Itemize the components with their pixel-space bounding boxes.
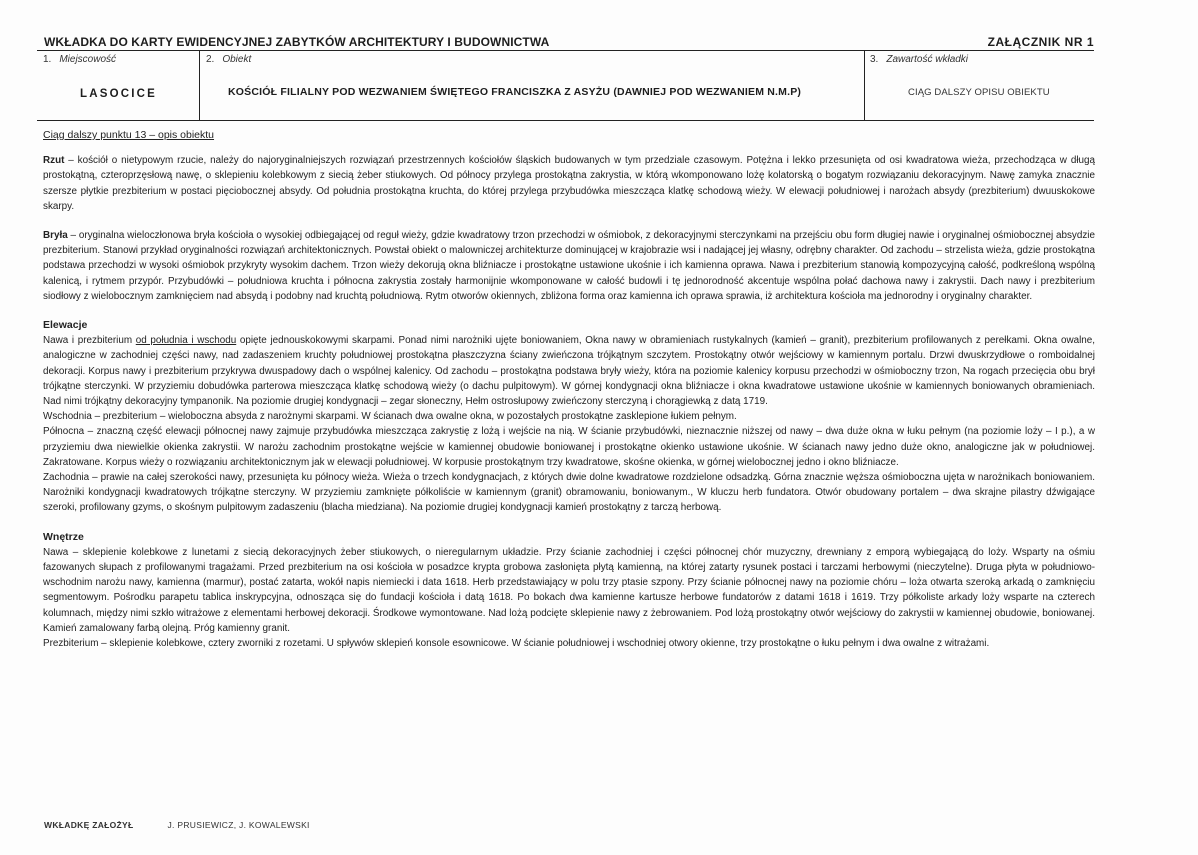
annex-number: ZAŁĄCZNIK NR 1 xyxy=(987,35,1094,49)
wnetrze-paragraph-2: Prezbiterium – sklepienie kolebkowe, cztery zworniki z rozetami. U spływów sklepień konsole esownicowe. W ścianie południowej i wschodniej otwory okienne, trzy prostokątne o łuku pełnym i dwa owalne z witrażami. xyxy=(43,638,990,650)
elewacje-paragraph-3: Północna – znaczną część elewacji północnej nawy zajmuje przybudówka mieszcząca zakrystię z lożą i wejście na nią. W ścianie przybudówki, nieznacznie niższej od nawy – dwa duże okna w łuku pełnym (na poziomie loży – I p.), a w przyziemiu dwa niewielkie okienka zakrystii. W narożu zachodnim prostokątne wejście w kamiennej obudowie boniowanej i prostokątne okienko ustawione ukośnie. W ścianach nawy jedno duże okno, analogiczne jak w południowej. Zakratowane. Korpus wieży o rozwiązaniu architektonicznym jak w elewacji południowej. W korpusie prostokątnym trzy kwadratowe, skośne okienka, w górnej wielobocznej jedno i okno bliźniacze. xyxy=(43,426,1095,468)
field-label-object: 2. Obiekt xyxy=(206,54,252,65)
wnetrze-heading: Wnętrze xyxy=(43,530,84,543)
locality-value: LASOCICE xyxy=(80,88,158,100)
footer-label: WKŁADKĘ ZAŁOŻYŁ xyxy=(44,820,134,830)
table-top-rule xyxy=(37,50,1094,51)
field-label-locality: 1. Miejscowość xyxy=(43,54,117,65)
bryla-paragraph xyxy=(43,228,1095,304)
rzut-text: – kościół o nietypowym rzucie, należy do najoryginalniejszych rozwiązań przestrzennych kościołów śląskich budowanych w tym przedziale czasowym. Potężna i lekko przesunięta od osi kwadratowa wieża, przechodząca w długą prostokątną, czteroprzęsłową nawę, o sklepieniu kolebkowym z siecią żeber stiukowych. Od północy przylega prostokątna zakrystia, w którą wkomponowano lożę kolatorską o bogatym rozwiązaniu dekoracyjnym. Nawę zamyka znacznie szersze płytkie prezbiterium w postaci pięciobocznej absydy. Od południa prostokątna kruchta, do której przylega przybudówka mieszcząca klatkę schodową wieży. W elewacji południowej i narożach absydy (prezbiterium) dwuuskokowe skarpy. xyxy=(43,155,1095,212)
field-label-content: 3. Zawartość wkładki xyxy=(870,54,969,65)
rzut-paragraph xyxy=(43,153,1095,214)
elewacje-paragraph-2: Wschodnia – prezbiterium – wieloboczna absyda z narożnymi skarpami. W ścianach dwa owalne okna, w pozostałych prostokątne zasklepione łukiem pełnym. xyxy=(43,411,737,423)
rzut-lead: Rzut xyxy=(43,155,65,167)
section-title: Ciąg dalszy punktu 13 – opis obiektu xyxy=(43,129,215,141)
table-divider-1 xyxy=(199,50,200,120)
document-title: WKŁADKA DO KARTY EWIDENCYJNEJ ZABYTKÓW ARCHITEKTURY I BUDOWNICTWA xyxy=(44,35,550,49)
elewacje-paragraph-4: Zachodnia – prawie na całej szerokości nawy, przesunięta ku północy wieża. Wieża o trzech kondygnacjach, z których dwie dolne kwadratowe rozdzielone odsadzką. Górna znacznie węższa ośmioboczna ujęta w narożnikach boniowaniem. Narożniki kondygnacji kwadratowych trójkątne sterczyny. W przyziemiu zamknięte półkoliście w kamiennym (granit) obramowaniu, boniowanym., W kluczu herb fundatora. Otwór obudowany portalem – dwa skrajne pilastry dźwigające szeroki, profilowany gzyms, o skośnym pulpitowym zadaszeniu (blacha miedziana). Na poziomie drugiej kondygnacji kamień prostokątny z tarczą herbową. xyxy=(43,472,1095,514)
elewacje-paragraph-1: Nawa i prezbiterium od południa i wschodu opięte jednouskokowymi skarpami. Ponad nimi narożniki ujęte boniowaniem, Okna nawy w obramieniach rustykalnych (kamień – granit), prezbiterium profilowanych z perełkami. Okna owalne, analogiczne w zachodniej części nawy, nad zadaszeniem kruchty południowej prostokątna płaszczyzna ściany zwieńczona trójkątnym szczytem. Prostokątny otwór wejściowy w kamiennym portalu. Drzwi dwuskrzydłowe o romboidalnej dekoracji. Korpus nawy i prezbiterium przykrywa dwuspadowy dach o wspólnej kalenicy. Od zachodu – prostokątna podstawa bryły wieży, która na poziomie kalenicy korpusu przechodzi w ośmioboczny trzon, Na rogach przecięcia obu brył trójkątne sterczynki. W przyziemiu dobudówka parterowa mieszcząca klatkę schodową wieży (o dachu pulpitowym). W górnej kondygnacji okna bliźniacze i okna kwadratowe ustawione ukośnie w kamiennych boniowanych obramieniach. Nad nimi trójkątny dekoracyjny tympanonik. Na poziomie drugiej kondygnacji – zegar słoneczny, Hełm ostrosłupowy zwieńczony sterczyną i chorągiewką z datą 1719. xyxy=(43,335,1095,408)
table-bottom-rule xyxy=(37,120,1094,121)
wnetrze-paragraph-1: Nawa – sklepienie kolebkowe z lunetami z siecią dekoracyjnych żeber stiukowych, o nieregularnym układzie. Przy ścianie zachodniej i części północnej chór muzyczny, drewniany z emporą wybiegającą do loży. Wsparty na ośmiu fazowanych słupach z profilowanymi tragażami. Przed prezbiterium na osi kościoła w posadzce krypta grobowa zasłonięta płytą kamienną, na której zatarty rysunek postaci i tarczami herbowymi (nieczytelne). Druga płyta w południowo-wschodnim narożu nawy, kamienna (marmur), postać zatarta, wokół napis niemiecki i data 1618. Herb przedstawiający w polu trzy ptasie szpony. Przy ścianie północnej nawy na poziomie chóru – loża otwarta szeroką arkadą o zamknięciu segmentowym. Pośrodku parapetu tablica inskrypcyjna, odnosząca się do fundacji kościoła i datą 1618. Po bokach dwa kamienne kartusze herbowe fundatorów z datami 1618 i 1619. Trzy półkoliste arkady loży wsparte na czterech kolumnach, między nimi szkło witrażowe z elementami herbowej dekoracji. Środkowe wymontowane. Nad lożą podcięte sklepienie nawy z żebrowaniem. Pod lożą prostokątny otwór wejściowy do zakrystii w kamiennej obudowie, boniowanej. Kamień zamalowany farbą olejną. Próg kamienny granit. xyxy=(43,546,1095,634)
footer-authors: J. PRUSIEWICZ, J. KOWALEWSKI xyxy=(167,820,310,830)
bryla-text: – oryginalna wieloczłonowa bryła kościoła o wysokiej odbiegającej od reguł wieży, gdzie kwadratowy trzon przechodzi w ośmiobok, z dekoracyjnymi sterczynkami na przejściu obu form długiej nawie i oryginalnej ośmiobocznej absydzie prezbiterium. Stanowi przykład oryginalności rozwiązań architektonicznych. Powstał obiekt o malowniczej architekturze dominującej w krajobrazie wsi i nadającej jej własny, odrębny charakter. Od zachodu – strzelista wieża, gdzie prostokątna podstawa przechodzi w wysoki ośmiobok przykryty wysokim dachem. Trzon wieży dekorują okna bliźniacze i prostokątne ustawione ukośnie i ich kamienna oprawa. Nawa i prezbiterium stanowią kompozycyjną całość, podkreśloną wspólną kalenicą, i rytmem przypór. Przybudówki – południowa kruchta i północna zakrystia zostały harmonijnie wkomponowane w całość budowli i tę jednorodność akcentuje wspólna połać dachowa nawy i zakrystii. Dach nawy i prezbiterium siodłowy z wielobocznym zamknięciem nad absydą i podobny nad kruchtą południową. Rytm otworów okiennych, zbliżona forma oraz kamienna ich oprawa sprawia, iż architektura kościoła ma jednorodny i oryginalny charakter. xyxy=(43,230,1095,302)
description-body xyxy=(43,128,1095,651)
content-value: CIĄG DALSZY OPISU OBIEKTU xyxy=(908,87,1050,98)
footer xyxy=(44,820,310,830)
elewacje-heading: Elewacje xyxy=(43,319,88,332)
elewacje-underlined-phrase: od południa i wschodu xyxy=(135,335,237,347)
table-divider-2 xyxy=(864,50,865,120)
object-value: KOŚCIÓŁ FILIALNY POD WEZWANIEM ŚWIĘTEGO FRANCISZKA Z ASYŻU (DAWNIEJ POD WEZWANIEM N.M.P) xyxy=(228,86,802,98)
bryla-lead: Bryła xyxy=(43,230,68,242)
